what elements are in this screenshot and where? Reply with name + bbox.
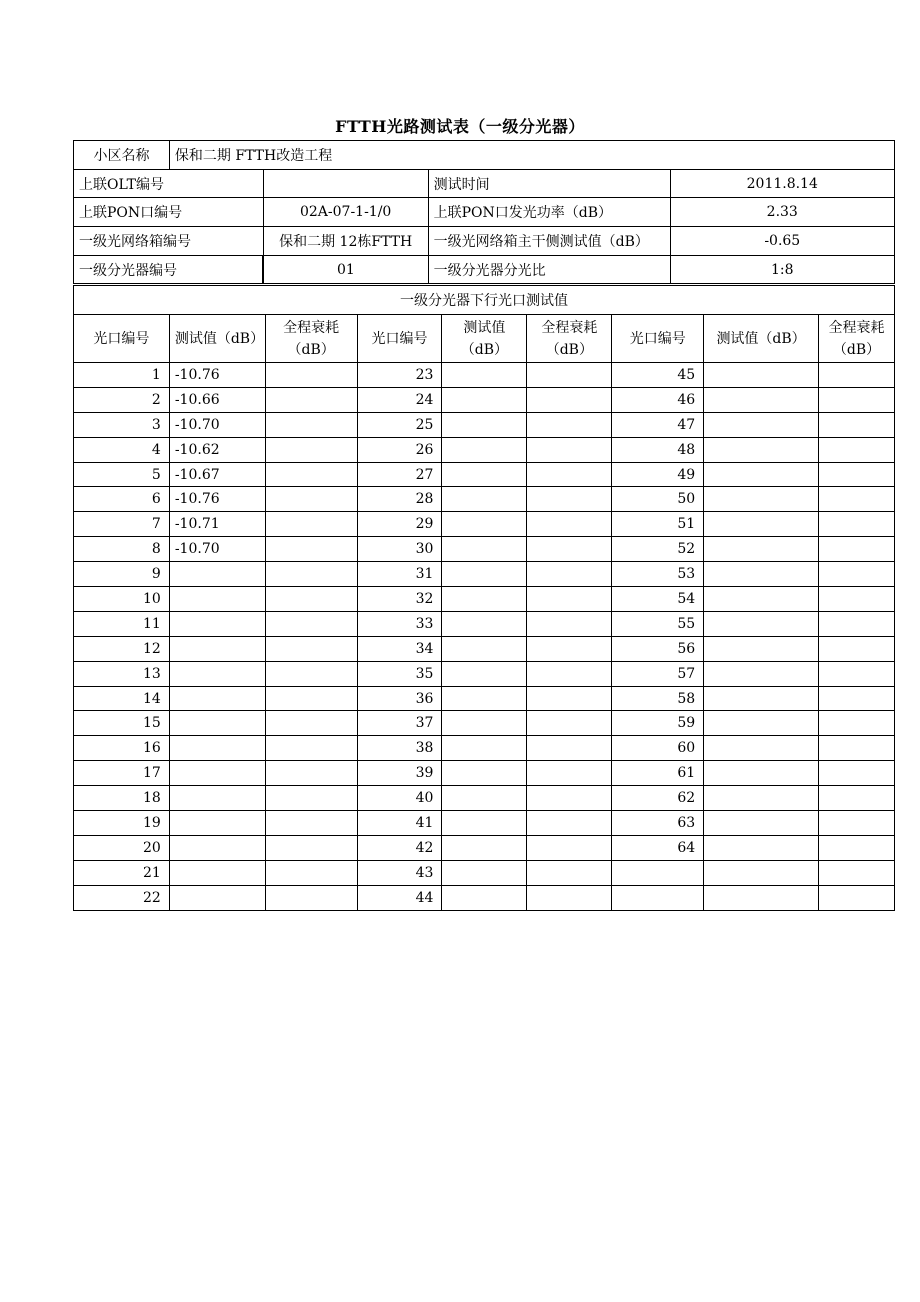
table-row: [74, 437, 895, 462]
header-test-2: 测试值（dB）: [442, 315, 527, 363]
header-loss-1: 全程衰耗（dB）: [265, 315, 357, 363]
loss-value-cell[interactable]: [265, 412, 357, 437]
test-value-cell[interactable]: [169, 860, 265, 885]
port-number-cell: 62: [612, 786, 704, 811]
table-row: [74, 661, 895, 686]
test-value-cell[interactable]: -10.76: [169, 487, 265, 512]
port-number-cell: 3: [74, 412, 170, 437]
test-value-cell[interactable]: [704, 611, 819, 636]
community-row: [74, 141, 895, 170]
loss-value-cell[interactable]: [818, 487, 894, 512]
table-row: [74, 387, 895, 412]
test-value-cell[interactable]: [442, 363, 527, 388]
table-row: [74, 587, 895, 612]
port-number-cell: 60: [612, 736, 704, 761]
test-value-cell[interactable]: [704, 761, 819, 786]
loss-value-cell[interactable]: [527, 363, 612, 388]
test-value-cell[interactable]: [442, 487, 527, 512]
test-value-cell[interactable]: [442, 387, 527, 412]
port-number-cell: 22: [74, 885, 170, 910]
loss-value-cell[interactable]: [527, 835, 612, 860]
loss-value-cell[interactable]: [818, 437, 894, 462]
test-value-cell[interactable]: [169, 761, 265, 786]
loss-value-cell[interactable]: [265, 387, 357, 412]
port-number-cell: 19: [74, 811, 170, 836]
community-value[interactable]: 保和二期 FTTH改造工程: [169, 141, 894, 170]
loss-value-cell[interactable]: [818, 686, 894, 711]
loss-value-cell[interactable]: [265, 611, 357, 636]
table-row: [74, 835, 895, 860]
loss-value-cell[interactable]: [818, 611, 894, 636]
header-loss-3: 全程衰耗（dB）: [818, 315, 894, 363]
loss-value-cell[interactable]: [265, 636, 357, 661]
olt-row: [74, 169, 895, 198]
port-number-cell: 50: [612, 487, 704, 512]
test-value-cell[interactable]: -10.66: [169, 387, 265, 412]
test-value-cell[interactable]: [442, 412, 527, 437]
port-number-cell: 8: [74, 537, 170, 562]
loss-value-cell[interactable]: [265, 462, 357, 487]
header-port-3: 光口编号: [612, 315, 704, 363]
loss-value-cell[interactable]: [527, 786, 612, 811]
box-trunk-label: 一级光网络箱主干侧测试值（dB）: [428, 227, 670, 256]
pon-power-label: 上联PON口发光功率（dB）: [428, 198, 670, 227]
test-value-cell[interactable]: [704, 786, 819, 811]
loss-value-cell[interactable]: [265, 661, 357, 686]
port-number-cell: 28: [357, 487, 442, 512]
test-value-cell[interactable]: [169, 736, 265, 761]
port-number-cell: 27: [357, 462, 442, 487]
port-number-cell: 32: [357, 587, 442, 612]
test-value-cell[interactable]: [704, 686, 819, 711]
port-number-cell: 46: [612, 387, 704, 412]
header-test-3: 测试值（dB）: [704, 315, 819, 363]
loss-value-cell[interactable]: [265, 363, 357, 388]
port-number-cell: 44: [357, 885, 442, 910]
port-number-cell: 9: [74, 562, 170, 587]
table-row: [74, 537, 895, 562]
port-number-cell: 57: [612, 661, 704, 686]
loss-value-cell[interactable]: [265, 885, 357, 910]
table-row: [74, 761, 895, 786]
port-number-cell: 63: [612, 811, 704, 836]
loss-value-cell[interactable]: [818, 587, 894, 612]
port-number-cell: 24: [357, 387, 442, 412]
port-number-cell: 21: [74, 860, 170, 885]
page-title: FTTH光路测试表（一级分光器）: [335, 117, 585, 136]
test-value-cell[interactable]: [442, 587, 527, 612]
test-value-cell[interactable]: [442, 462, 527, 487]
test-value-cell[interactable]: [442, 860, 527, 885]
loss-value-cell[interactable]: [527, 811, 612, 836]
port-number-cell: 45: [612, 363, 704, 388]
test-value-cell[interactable]: [704, 811, 819, 836]
box-row: [74, 227, 895, 256]
test-value-cell[interactable]: [704, 387, 819, 412]
port-number-cell: 36: [357, 686, 442, 711]
table-row: [74, 686, 895, 711]
port-number-cell: 6: [74, 487, 170, 512]
port-number-cell: 4: [74, 437, 170, 462]
port-number-cell: 10: [74, 587, 170, 612]
port-number-cell: 39: [357, 761, 442, 786]
loss-value-cell[interactable]: [527, 611, 612, 636]
olt-value[interactable]: [263, 169, 428, 198]
port-number-cell: 13: [74, 661, 170, 686]
port-number-cell: 38: [357, 736, 442, 761]
loss-value-cell[interactable]: [818, 811, 894, 836]
test-time-label: 测试时间: [428, 169, 670, 198]
port-number-cell: 5: [74, 462, 170, 487]
test-value-cell[interactable]: [169, 661, 265, 686]
header-port-1: 光口编号: [74, 315, 170, 363]
test-value-cell[interactable]: [442, 661, 527, 686]
port-number-cell: 16: [74, 736, 170, 761]
port-number-cell: 64: [612, 835, 704, 860]
test-value-cell[interactable]: [442, 736, 527, 761]
loss-value-cell[interactable]: [265, 835, 357, 860]
pon-row: [74, 198, 895, 227]
box-value[interactable]: 保和二期 12栋FTTH: [263, 227, 428, 256]
test-value-cell[interactable]: [169, 811, 265, 836]
port-number-cell: 2: [74, 387, 170, 412]
header-test-1: 测试值（dB）: [169, 315, 265, 363]
port-number-cell: 51: [612, 512, 704, 537]
test-value-cell[interactable]: [704, 587, 819, 612]
port-number-cell: 55: [612, 611, 704, 636]
port-number-cell: 61: [612, 761, 704, 786]
loss-value-cell[interactable]: [527, 562, 612, 587]
loss-value-cell[interactable]: [818, 537, 894, 562]
loss-value-cell[interactable]: [818, 736, 894, 761]
test-value-cell[interactable]: -10.76: [169, 363, 265, 388]
loss-value-cell[interactable]: [265, 587, 357, 612]
test-value-cell[interactable]: [704, 860, 819, 885]
header-loss-2: 全程衰耗（dB）: [527, 315, 612, 363]
loss-value-cell[interactable]: [818, 412, 894, 437]
table-row: [74, 636, 895, 661]
loss-value-cell[interactable]: [265, 811, 357, 836]
table-row: [74, 412, 895, 437]
header-port-2: 光口编号: [357, 315, 442, 363]
port-number-cell: 53: [612, 562, 704, 587]
port-number-cell: 20: [74, 835, 170, 860]
test-value-cell[interactable]: [442, 885, 527, 910]
loss-value-cell[interactable]: [265, 711, 357, 736]
loss-value-cell[interactable]: [527, 711, 612, 736]
splitter-row: [74, 255, 895, 284]
test-value-cell[interactable]: [704, 363, 819, 388]
port-number-cell: 18: [74, 786, 170, 811]
ratio-label: 一级分光器分光比: [428, 255, 670, 284]
test-value-cell[interactable]: [704, 885, 819, 910]
table-row: [74, 885, 895, 910]
loss-value-cell[interactable]: [265, 686, 357, 711]
loss-value-cell[interactable]: [265, 786, 357, 811]
test-value-cell[interactable]: [704, 636, 819, 661]
test-value-cell[interactable]: [442, 761, 527, 786]
loss-value-cell[interactable]: [527, 661, 612, 686]
table-row: [74, 860, 895, 885]
test-value-cell[interactable]: [442, 562, 527, 587]
test-value-cell[interactable]: [704, 537, 819, 562]
port-number-cell: 43: [357, 860, 442, 885]
loss-value-cell[interactable]: [818, 512, 894, 537]
test-value-cell[interactable]: [704, 412, 819, 437]
loss-value-cell[interactable]: [265, 736, 357, 761]
port-number-cell: 11: [74, 611, 170, 636]
test-value-cell[interactable]: [169, 711, 265, 736]
port-test-table: [73, 285, 895, 911]
test-value-cell[interactable]: [169, 786, 265, 811]
loss-value-cell[interactable]: [527, 462, 612, 487]
loss-value-cell[interactable]: [818, 661, 894, 686]
port-number-cell: 7: [74, 512, 170, 537]
column-header-row: [74, 315, 895, 363]
loss-value-cell[interactable]: [818, 711, 894, 736]
loss-value-cell[interactable]: [818, 363, 894, 388]
loss-value-cell[interactable]: [527, 387, 612, 412]
loss-value-cell[interactable]: [527, 437, 612, 462]
port-number-cell: 56: [612, 636, 704, 661]
loss-value-cell[interactable]: [527, 537, 612, 562]
test-value-cell[interactable]: -10.62: [169, 437, 265, 462]
port-number-cell: 29: [357, 512, 442, 537]
loss-value-cell[interactable]: [265, 487, 357, 512]
loss-value-cell[interactable]: [818, 835, 894, 860]
loss-value-cell[interactable]: [818, 387, 894, 412]
port-number-cell: 42: [357, 835, 442, 860]
loss-value-cell[interactable]: [527, 885, 612, 910]
loss-value-cell[interactable]: [265, 437, 357, 462]
test-value-cell[interactable]: [442, 636, 527, 661]
table-row: [74, 786, 895, 811]
olt-label: 上联OLT编号: [74, 169, 264, 198]
pon-power-value[interactable]: 2.33: [670, 198, 894, 227]
table-row: [74, 363, 895, 388]
port-number-cell: 31: [357, 562, 442, 587]
test-value-cell[interactable]: [169, 587, 265, 612]
test-value-cell[interactable]: [442, 611, 527, 636]
port-number-cell: 25: [357, 412, 442, 437]
ratio-value[interactable]: 1:8: [670, 255, 894, 284]
section-title-row: [74, 286, 895, 315]
table-row: [74, 611, 895, 636]
box-label: 一级光网络箱编号: [74, 227, 264, 256]
port-number-cell: [612, 885, 704, 910]
loss-value-cell[interactable]: [265, 537, 357, 562]
loss-value-cell[interactable]: [527, 686, 612, 711]
loss-value-cell[interactable]: [527, 860, 612, 885]
pon-label: 上联PON口编号: [74, 198, 264, 227]
table-row: [74, 736, 895, 761]
loss-value-cell[interactable]: [265, 860, 357, 885]
test-value-cell[interactable]: [169, 686, 265, 711]
loss-value-cell[interactable]: [265, 512, 357, 537]
test-value-cell[interactable]: -10.71: [169, 512, 265, 537]
loss-value-cell[interactable]: [818, 885, 894, 910]
splitter-value[interactable]: 01: [263, 255, 428, 284]
test-value-cell[interactable]: [442, 437, 527, 462]
port-number-cell: [612, 860, 704, 885]
test-value-cell[interactable]: [704, 512, 819, 537]
port-number-cell: 17: [74, 761, 170, 786]
test-value-cell[interactable]: [169, 885, 265, 910]
loss-value-cell[interactable]: [818, 761, 894, 786]
port-number-cell: 54: [612, 587, 704, 612]
loss-value-cell[interactable]: [818, 860, 894, 885]
section-title: 一级分光器下行光口测试值: [74, 286, 895, 315]
port-number-cell: 52: [612, 537, 704, 562]
loss-value-cell[interactable]: [527, 412, 612, 437]
test-value-cell[interactable]: [704, 661, 819, 686]
test-value-cell[interactable]: [704, 736, 819, 761]
port-number-cell: 35: [357, 661, 442, 686]
port-number-cell: 59: [612, 711, 704, 736]
test-value-cell[interactable]: -10.70: [169, 412, 265, 437]
port-number-cell: 34: [357, 636, 442, 661]
test-value-cell[interactable]: [442, 711, 527, 736]
loss-value-cell[interactable]: [527, 761, 612, 786]
port-number-cell: 12: [74, 636, 170, 661]
pon-value[interactable]: 02A-07-1-1/0: [263, 198, 428, 227]
test-value-cell[interactable]: [442, 811, 527, 836]
port-number-cell: 1: [74, 363, 170, 388]
table-row: [74, 562, 895, 587]
loss-value-cell[interactable]: [527, 736, 612, 761]
test-value-cell[interactable]: [442, 835, 527, 860]
port-number-cell: 41: [357, 811, 442, 836]
port-number-cell: 23: [357, 363, 442, 388]
test-value-cell[interactable]: [442, 537, 527, 562]
community-label: 小区名称: [74, 141, 170, 170]
table-row: [74, 811, 895, 836]
test-value-cell[interactable]: [704, 437, 819, 462]
test-value-cell[interactable]: -10.67: [169, 462, 265, 487]
test-value-cell[interactable]: [442, 512, 527, 537]
test-value-cell[interactable]: [169, 636, 265, 661]
port-number-cell: 47: [612, 412, 704, 437]
box-trunk-value[interactable]: -0.65: [670, 227, 894, 256]
loss-value-cell[interactable]: [265, 761, 357, 786]
port-number-cell: 40: [357, 786, 442, 811]
test-value-cell[interactable]: [704, 835, 819, 860]
table-row: [74, 512, 895, 537]
port-rows: [74, 363, 895, 911]
splitter-label: 一级分光器编号: [74, 255, 264, 284]
port-number-cell: 15: [74, 711, 170, 736]
table-row: [74, 462, 895, 487]
loss-value-cell[interactable]: [265, 562, 357, 587]
test-value-cell[interactable]: [169, 835, 265, 860]
test-value-cell[interactable]: [442, 686, 527, 711]
port-number-cell: 30: [357, 537, 442, 562]
test-value-cell[interactable]: [169, 562, 265, 587]
port-number-cell: 14: [74, 686, 170, 711]
table-row: [74, 711, 895, 736]
port-number-cell: 33: [357, 611, 442, 636]
port-number-cell: 48: [612, 437, 704, 462]
test-time-value[interactable]: 2011.8.14: [670, 169, 894, 198]
port-number-cell: 58: [612, 686, 704, 711]
test-value-cell[interactable]: [442, 786, 527, 811]
test-value-cell[interactable]: [169, 611, 265, 636]
test-value-cell[interactable]: [704, 462, 819, 487]
loss-value-cell[interactable]: [818, 636, 894, 661]
test-value-cell[interactable]: -10.70: [169, 537, 265, 562]
port-number-cell: 26: [357, 437, 442, 462]
loss-value-cell[interactable]: [818, 562, 894, 587]
table-row: [74, 487, 895, 512]
loss-value-cell[interactable]: [527, 636, 612, 661]
port-number-cell: 49: [612, 462, 704, 487]
test-value-cell[interactable]: [704, 711, 819, 736]
loss-value-cell[interactable]: [818, 462, 894, 487]
loss-value-cell[interactable]: [527, 587, 612, 612]
info-table: [73, 140, 895, 284]
test-value-cell[interactable]: [704, 562, 819, 587]
loss-value-cell[interactable]: [527, 487, 612, 512]
loss-value-cell[interactable]: [527, 512, 612, 537]
port-number-cell: 37: [357, 711, 442, 736]
loss-value-cell[interactable]: [818, 786, 894, 811]
test-value-cell[interactable]: [704, 487, 819, 512]
